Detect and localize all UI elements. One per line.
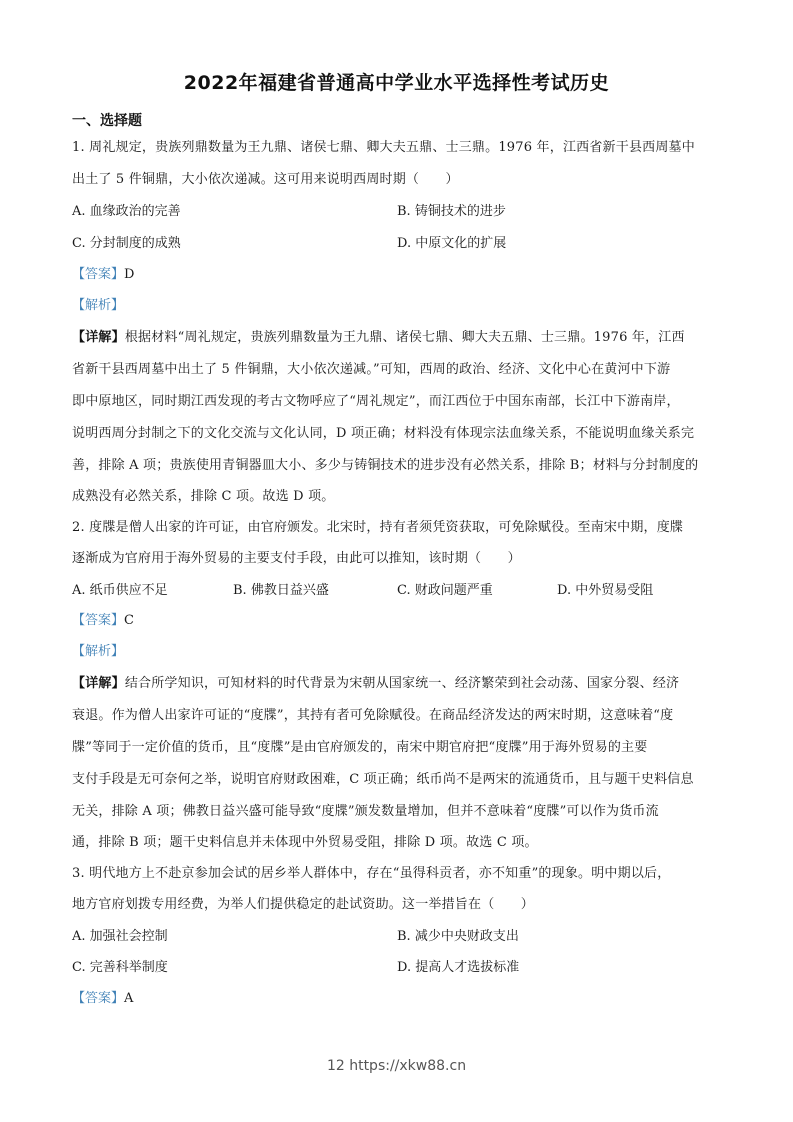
q1-option-b: B. 铸铜技术的进步 (397, 204, 506, 219)
q3-option-c: C. 完善科举制度 (72, 960, 168, 975)
q2-analysis-label: 【解析】 (72, 644, 125, 659)
q3-option-b: B. 减少中央财政支出 (397, 929, 519, 944)
answer-label: 【答案】 (72, 613, 125, 628)
q1-answer (72, 266, 134, 284)
q2-detail-line: 衰退。作为僧人出家许可证的“度牒”，其持有者可免除赋役。在商品经济发达的两宋时期，这意味着“度 (72, 708, 674, 723)
q1-detail-line: 省新干县西周墓中出土了 5 件铜鼎，大小依次递减。”可知，西周的政治、经济、文化中心在黄河中下游 (72, 362, 671, 377)
answer-value: A (124, 991, 134, 1006)
q1-option-d: D. 中原文化的扩展 (397, 236, 507, 251)
q1-stem-line: 出土了 5 件铜鼎，大小依次递减。这可用来说明西周时期（ ） (72, 172, 459, 187)
q1-detail-line (72, 329, 722, 347)
q2-option-c: C. 财政问题严重 (397, 583, 493, 598)
q2-option-b: B. 佛教日益兴盛 (233, 583, 329, 598)
page-title: 2022年福建省普通高中学业水平选择性考试历史 (183, 72, 610, 94)
answer-label: 【答案】 (72, 267, 125, 282)
q3-answer (72, 990, 133, 1008)
q2-stem-line: 逐渐成为官府用于海外贸易的主要支付手段，由此可以推知，该时期（ ） (72, 551, 521, 566)
q2-option-a: A. 纸币供应不足 (72, 583, 168, 598)
q1-detail-line: 说明西周分封制之下的文化交流与文化认同，D 项正确；材料没有体现宗法血缘关系，不能说明血缘关系完 (72, 426, 695, 441)
q1-detail-line: 即中原地区，同时期江西发现的考古文物呼应了“周礼规定”，而江西位于中国东南部，长江中下游南岸， (72, 394, 680, 409)
detail-text: 根据材料“周礼规定，贵族列鼎数量为王九鼎、诸侯七鼎、卿大夫五鼎、士三鼎。1976 年，江西 (124, 330, 685, 345)
detail-label: 【详解】 (72, 330, 125, 345)
detail-label: 【详解】 (72, 676, 125, 691)
q2-option-d: D. 中外贸易受阻 (557, 583, 654, 598)
answer-value: C (124, 613, 134, 628)
q2-detail-line: 牒”等同于一定价值的货币，且“度牒”是由官府颁发的，南宋中期官府把“度牒”用于海外贸易的主要 (72, 740, 648, 755)
q2-stem-line: 2. 度牒是僧人出家的许可证，由官府颁发。北宋时，持有者须凭资获取，可免除赋役。至南宋中期，度牒 (72, 520, 684, 535)
page-footer: 12 https://xkw88.cn (326, 1058, 467, 1074)
q3-stem-line: 3. 明代地方上不赴京参加会试的居乡举人群体中，存在“虽得科贡者，亦不知重”的现象。明中期以后， (72, 866, 671, 881)
q2-detail-line: 通，排除 B 项；题干史料信息并未体现中外贸易受阻，排除 D 项。故选 C 项。 (72, 835, 538, 850)
q3-option-d: D. 提高人才选拔标准 (397, 960, 520, 975)
q2-detail-line (72, 675, 722, 693)
answer-label: 【答案】 (72, 991, 125, 1006)
q1-detail-line: 善，排除 A 项；贵族使用青铜器皿大小、多少与铸铜技术的进步没有必然关系，排除 B；材料与分封制度的 (72, 458, 699, 473)
q3-stem-line: 地方官府划拨专用经费，为举人们提供稳定的赴试资助。这一举措旨在（ ） (72, 897, 535, 912)
answer-value: D (124, 267, 135, 282)
q1-detail-line: 成熟没有必然关系，排除 C 项。故选 D 项。 (72, 489, 335, 504)
detail-text: 结合所学知识，可知材料的时代背景为宋朝从国家统一、经济繁荣到社会动荡、国家分裂、经济 (124, 676, 680, 691)
q2-detail-line: 支付手段是无可奈何之举，说明官府财政困难，C 项正确；纸币尚不是两宋的流通货币，且与题干史料信息 (72, 772, 694, 787)
q2-answer (72, 612, 134, 630)
q2-detail-line: 无关，排除 A 项；佛教日益兴盛可能导致“度牒”颁发数量增加，但并不意味着“度牒”可以作为货币流 (72, 804, 659, 819)
q3-option-a: A. 加强社会控制 (72, 929, 168, 944)
q1-analysis-label: 【解析】 (72, 298, 125, 313)
q1-stem-line: 1. 周礼规定，贵族列鼎数量为王九鼎、诸侯七鼎、卿大夫五鼎、士三鼎。1976 年，江西省新干县西周墓中 (72, 140, 695, 155)
q1-option-a: A. 血缘政治的完善 (72, 204, 181, 219)
section-heading: 一、选择题 (72, 113, 142, 129)
q1-option-c: C. 分封制度的成熟 (72, 236, 181, 251)
